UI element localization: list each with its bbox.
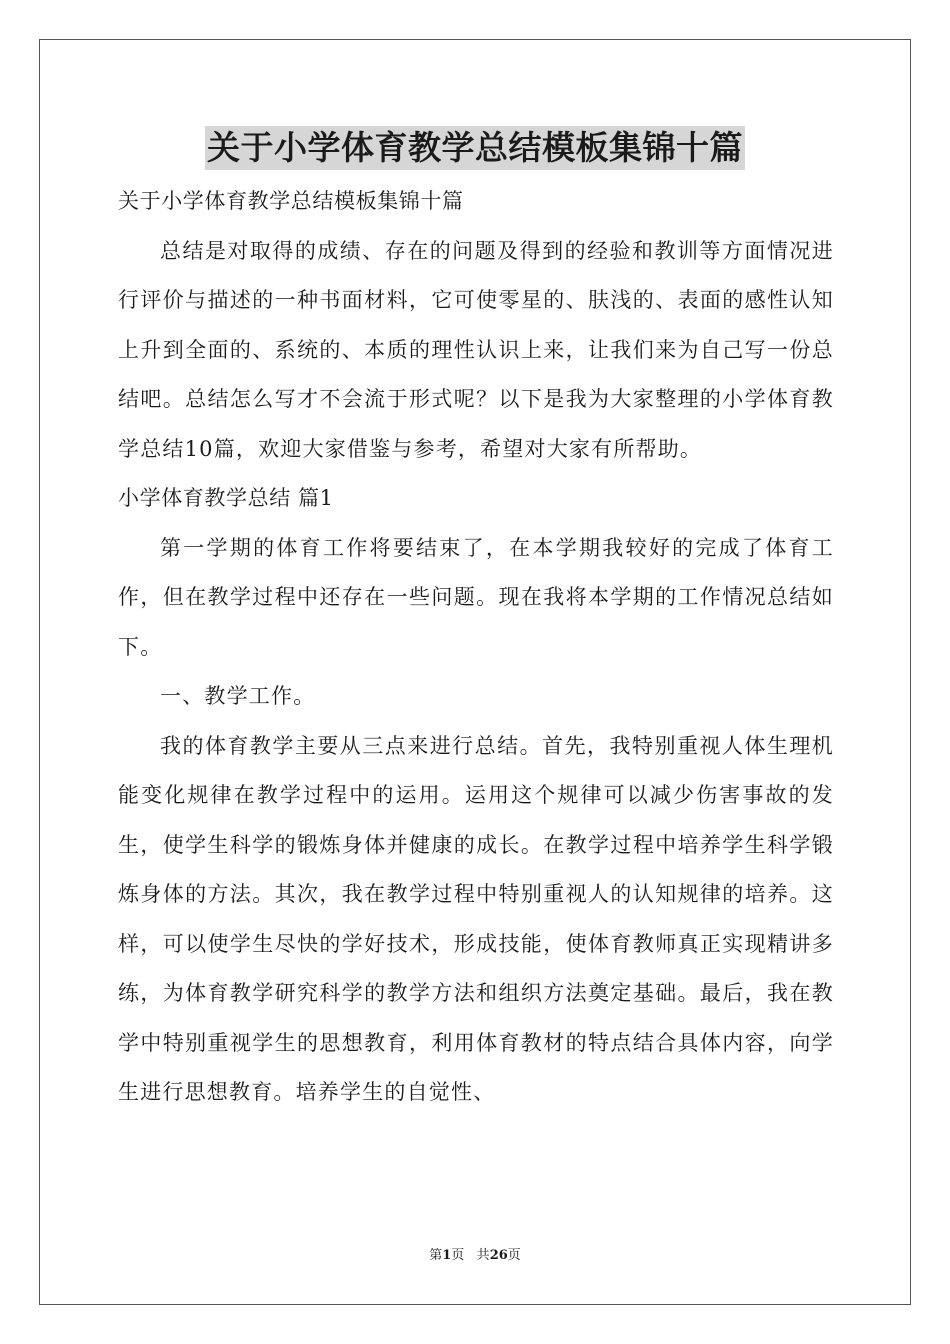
- document-subtitle: 关于小学体育教学总结模板集锦十篇: [118, 189, 464, 213]
- body-paragraph: 我的体育教学主要从三点来进行总结。首先，我特别重视人体生理机能变化规律在教学过程中的运用。运用这个规律可以减少伤害事故的发生，使学生科学的锻炼身体并健康的成长。在教学过程中培养学生科学锻炼身体的方法。其次，我在教学过程中特别重视人的认知规律的培养。这样，可以使学生尽快的学好技术，形成技能，使体育教师真正实现精讲多练，为体育教学研究科学的教学方法和组织方法奠定基础。最后，我在教学中特别重视学生的思想教育，利用体育教材的特点结合具体内容，向学生进行思想教育。培养学生的自觉性、: [118, 733, 834, 1104]
- total-prefix: 共: [476, 1248, 490, 1263]
- body-paragraph: 第一学期的体育工作将要结束了，在本学期我较好的完成了体育工作，但在教学过程中还存在一些问题。现在我将本学期的工作情况总结如下。: [118, 535, 834, 659]
- total-pages: 26: [489, 1248, 508, 1263]
- section-heading: 小学体育教学总结 篇1: [118, 486, 334, 510]
- document-title: 关于小学体育教学总结模板集锦十篇: [205, 126, 745, 170]
- page-footer: [0, 1247, 950, 1265]
- section-subheading: 一、教学工作。: [160, 684, 316, 708]
- page-number: 1: [442, 1248, 452, 1263]
- document-body: [118, 177, 834, 1118]
- title-container: [0, 126, 950, 170]
- total-suffix: 页: [507, 1248, 521, 1263]
- page-prefix: 第: [429, 1248, 443, 1263]
- page-suffix: 页: [451, 1248, 465, 1263]
- intro-paragraph: 总结是对取得的成绩、存在的问题及得到的经验和教训等方面情况进行评价与描述的一种书面材料，它可使零星的、肤浅的、表面的感性认知上升到全面的、系统的、本质的理性认识上来，让我们来为自己写一份总结吧。总结怎么写才不会流于形式呢？以下是我为大家整理的小学体育教学总结10篇，欢迎大家借鉴与参考，希望对大家有所帮助。: [118, 238, 834, 461]
